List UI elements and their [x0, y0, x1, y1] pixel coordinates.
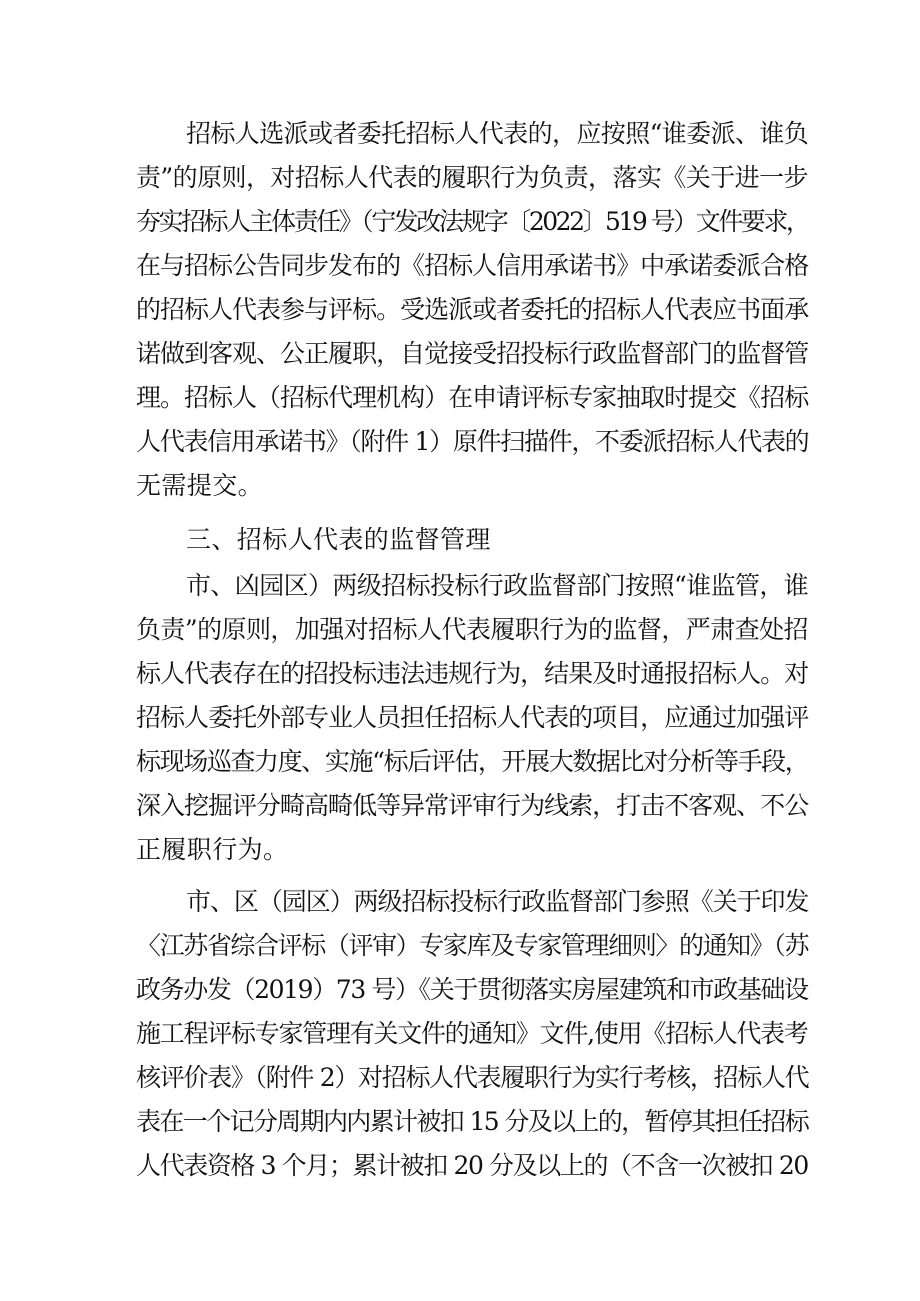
- paragraph-line: 的招标人代表参与评标。受选派或者委托的招标人代表应书面承: [136, 295, 809, 324]
- paragraph-line: 市、凶园区）两级招标投标行政监督部门按照“谁监管，谁: [186, 571, 809, 600]
- paragraph-line: 〈江苏省综合评标（评审）专家库及专家管理细则〉的通知》（苏: [136, 931, 809, 960]
- paragraph-line: 无需提交。: [136, 471, 264, 500]
- paragraph-line: 夯实招标人主体责任》（宁发改法规字〔2022〕519 号）文件要求，: [136, 207, 809, 236]
- paragraph-line: 责”的原则，对招标人代表的履职行为负责，落实《关于进一步: [136, 163, 808, 192]
- paragraph-line: 招标人委托外部专业人员担任招标人代表的项目，应通过加强评: [136, 703, 809, 732]
- paragraph-line: 人代表信用承诺书》（附件 1）原件扫描件，不委派招标人代表的: [136, 427, 809, 456]
- paragraph-line: 负责”的原则，加强对招标人代表履职行为的监督，严肃查处招: [136, 615, 808, 644]
- paragraph-line: 在与招标公告同步发布的《招标人信用承诺书》中承诺委派合格: [136, 251, 809, 280]
- paragraph-line: 市、区（园区）两级招标投标行政监督部门参照《关于印发: [186, 887, 809, 916]
- paragraph-line: 表在一个记分周期内内累计被扣 15 分及以上的，暂停其担任招标: [136, 1107, 809, 1136]
- paragraph-line: 正履职行为。: [136, 835, 289, 864]
- paragraph-line: 标现场巡查力度、实施“标后评估，开展大数据比对分析等手段，: [136, 747, 809, 776]
- paragraph-line: 招标人选派或者委托招标人代表的，应按照“谁委派、谁负: [186, 119, 809, 148]
- paragraph-line: 核评价表》（附件 2）对招标人代表履职行为实行考核，招标人代: [136, 1063, 809, 1092]
- paragraph-line: 诺做到客观、公正履职，自觉接受招投标行政监督部门的监督管: [136, 339, 809, 368]
- paragraph-line: 政务办发（2019）73 号）《关于贯彻落实房屋建筑和市政基础设: [136, 975, 808, 1004]
- section-heading: 三、招标人代表的监督管理: [186, 525, 491, 554]
- paragraph-line: 深入挖掘评分畸高畸低等异常评审行为线索，打击不客观、不公: [136, 791, 809, 820]
- paragraph-line: 标人代表存在的招投标违法违规行为，结果及时通报招标人。对: [136, 659, 809, 688]
- paragraph-line: 人代表资格 3 个月；累计被扣 20 分及以上的（不含一次被扣 20: [136, 1151, 808, 1180]
- paragraph-line: 施工程评标专家管理有关文件的通知》文件,使用《招标人代表考: [136, 1019, 808, 1048]
- paragraph-line: 理。招标人（招标代理机构）在申请评标专家抽取时提交《招标: [136, 383, 809, 412]
